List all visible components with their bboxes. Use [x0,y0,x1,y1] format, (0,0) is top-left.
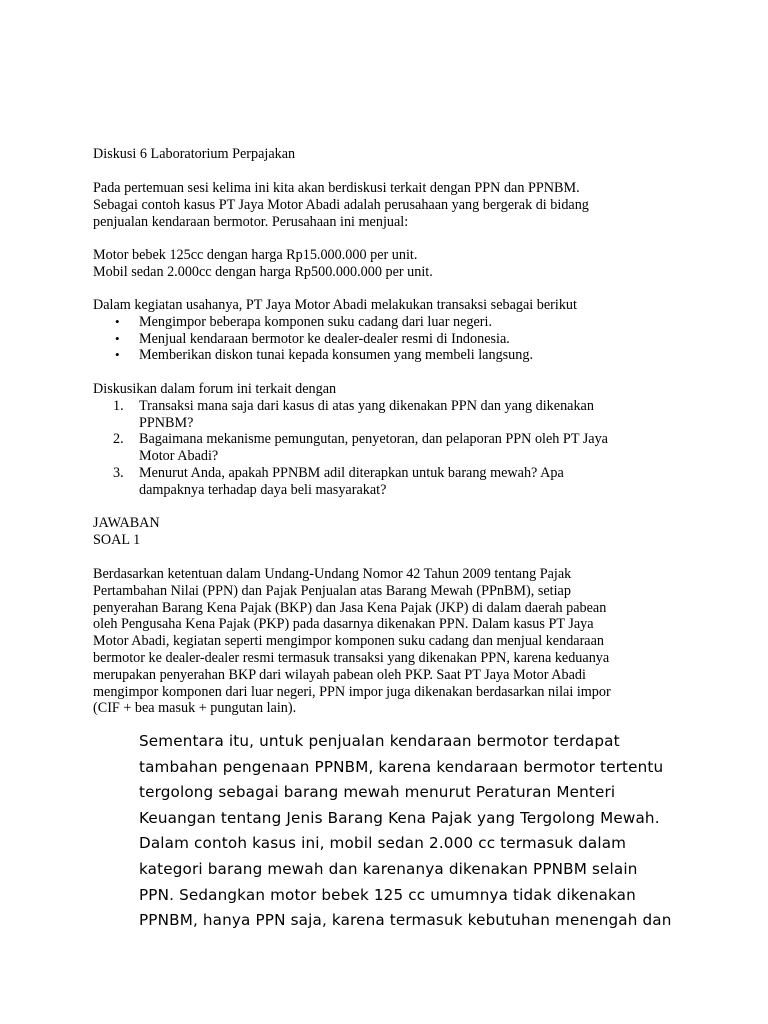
list-item-text: Memberikan diskon tunai kepada konsumen yang membeli langsung. [139,347,534,364]
text-line: penyerahan Barang Kena Pajak (BKP) dan Jasa Kena Pajak (JKP) di dalam daerah pabean [93,599,607,616]
list-number: 3. [113,464,124,481]
product-line: Motor bebek 125cc dengan harga Rp15.000.000 per unit. [93,247,418,263]
list-item-text: Menurut Anda, apakah PPNBM adil diterapkan untuk barang mewah? Apa [139,464,564,481]
text-line: (CIF + bea masuk + pungutan lain). [93,700,297,717]
discussion-intro: Diskusikan dalam forum ini terkait dengan [93,381,337,397]
text-line: penjualan kendaraan bermotor. Perusahaan ini menjual: [93,213,409,230]
text-line: Berdasarkan ketentuan dalam Undang-Undang Nomor 42 Tahun 2009 tentang Pajak [93,566,572,582]
text-line: kategori barang mewah dan karenanya dikenakan PPNBM selain [139,859,638,878]
text-line: Pada pertemuan sesi kelima ini kita akan berdiskusi terkait dengan PPN dan PPNBM. [93,180,580,196]
list-item [93,465,668,499]
text-line: merupakan penyerahan BKP dari wilayah pabean oleh PKP. Saat PT Jaya Motor Abadi [93,666,586,683]
text-line: PPN. Sedangkan motor bebek 125 cc umumnya tidak dikenakan [139,885,636,904]
text-line: tambahan pengenaan PPNBM, karena kendaraan bermotor tertentu [139,757,664,776]
text-line: Keuangan tentang Jenis Barang Kena Pajak yang Tergolong Mewah. [139,808,660,827]
text-line: bermotor ke dealer-dealer resmi termasuk transaksi yang dikenakan PPN, karena keduanya [93,649,610,666]
document-title [93,146,668,163]
bullet-icon: • [115,330,120,346]
intro-paragraph [93,180,668,230]
questions-section [93,381,668,499]
product-list [93,247,668,281]
list-item [93,347,668,364]
text-line: Dalam contoh kasus ini, mobil sedan 2.000 cc termasuk dalam [139,834,627,853]
list-item-text: PPNBM? [139,414,194,431]
bullet-icon: • [115,313,120,329]
answer-heading: JAWABAN [93,515,160,531]
transactions-section [93,297,668,364]
list-item-text: Motor Abadi? [139,448,219,465]
list-item-text: Bagaimana mekanisme pemungutan, penyetoran, dan pelaporan PPN oleh PT Jaya [139,431,608,448]
answer-subheading: SOAL 1 [93,531,141,548]
product-line: Mobil sedan 2.000cc dengan harga Rp500.000.000 per unit. [93,263,433,280]
text-line: Sementara itu, untuk penjualan kendaraan bermotor terdapat [139,732,620,750]
text-line: Motor Abadi, kegiatan seperti mengimpor komponen suku cadang dan menjual kendaraan [93,633,604,650]
text-line: oleh Pengusaha Kena Pajak (PKP) pada dasarnya dikenakan PPN. Dalam kasus PT Jaya [93,616,594,633]
list-item [93,331,668,348]
continuation-paragraph [139,729,684,934]
title-line: Diskusi 6 Laboratorium Perpajakan [93,146,296,162]
questions-list [93,398,668,499]
text-line: tergolong sebagai barang mewah menurut Peraturan Menteri [139,783,616,802]
list-item [93,314,668,331]
answer-heading-section [93,515,668,549]
list-item [93,398,668,432]
bullet-icon: • [115,347,120,363]
transactions-list [93,314,668,364]
text-line: mengimpor komponen dari luar negeri, PPN impor juga dikenakan berdasarkan nilai impor [93,683,611,700]
list-item-text: Mengimpor beberapa komponen suku cadang dari luar negeri. [139,313,492,330]
list-item-text: Transaksi mana saja dari kasus di atas yang dikenakan PPN dan yang dikenakan [139,397,594,414]
answer-paragraph [93,566,668,717]
text-line: Sebagai contoh kasus PT Jaya Motor Abadi adalah perusahaan yang bergerak di bidang [93,196,589,213]
list-item [93,431,668,465]
text-line: Pertambahan Nilai (PPN) dan Pajak Penjualan atas Barang Mewah (PPnBM), setiap [93,582,571,599]
list-item-text: dampaknya terhadap daya beli masyarakat? [139,481,387,498]
list-number: 2. [113,431,124,448]
list-item-text: Menjual kendaraan bermotor ke dealer-dealer resmi di Indonesia. [139,330,510,347]
text-line: PPNBM, hanya PPN saja, karena termasuk kebutuhan menengah dan [139,911,672,930]
transactions-intro: Dalam kegiatan usahanya, PT Jaya Motor Abadi melakukan transaksi sebagai berikut [93,297,577,313]
list-number: 1. [113,397,124,414]
